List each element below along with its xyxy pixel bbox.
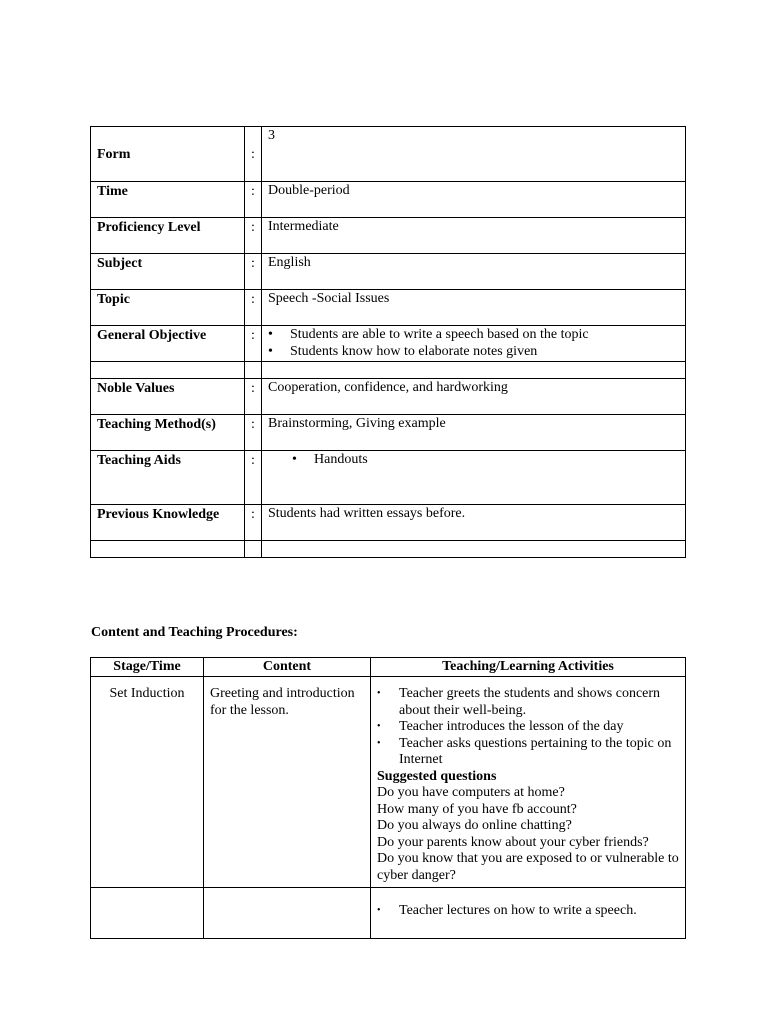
row-noble-values: [91, 379, 686, 415]
form-value: 3: [262, 127, 686, 182]
teaching-aids-colon: :: [245, 451, 262, 505]
stage-cell: Set Induction: [91, 677, 204, 888]
stage-cell: [91, 888, 204, 939]
teaching-aids-value: [262, 451, 686, 505]
topic-colon: :: [245, 290, 262, 326]
general-objective-value: [262, 326, 686, 362]
content-cell: Greeting and introduction for the lesson.: [204, 677, 371, 888]
question-line: How many of you have fb account?: [377, 801, 577, 817]
proficiency-value: Intermediate: [262, 218, 686, 254]
question-line: Do you always do online chatting?: [377, 818, 572, 833]
row-topic: [91, 290, 686, 326]
topic-value: Speech -Social Issues: [262, 290, 686, 326]
noble-values-value: Cooperation, confidence, and hardworking: [262, 379, 686, 415]
noble-values-colon: :: [245, 379, 262, 415]
general-objective-label: General Objective: [91, 326, 245, 362]
list-item: • Handouts: [292, 451, 685, 468]
row-form: [91, 127, 686, 182]
previous-knowledge-colon: :: [245, 505, 262, 541]
activities-list: [377, 686, 681, 769]
time-value: Double-period: [262, 182, 686, 218]
suggested-questions-title: Suggested questions: [377, 768, 497, 784]
table-header-row: [91, 658, 686, 677]
section-heading: Content and Teaching Procedures:: [91, 625, 298, 640]
time-label: Time: [91, 182, 245, 218]
question-line: Do your parents know about your cyber friends?: [377, 834, 649, 850]
teaching-methods-colon: :: [245, 415, 262, 451]
teaching-methods-value: Brainstorming, Giving example: [262, 415, 686, 451]
form-colon: :: [245, 127, 262, 182]
row-proficiency: [91, 218, 686, 254]
table-row: [91, 677, 686, 888]
procedures-table: [90, 657, 686, 939]
content-cell: [204, 888, 371, 939]
row-teaching-aids: [91, 451, 686, 505]
list-item: • Teacher greets the students and shows concern about their well-being.: [377, 686, 681, 719]
subject-value: English: [262, 254, 686, 290]
activities-cell: [371, 677, 686, 888]
row-time: [91, 182, 686, 218]
row-general-objective: [91, 326, 686, 362]
row-blank: [91, 541, 686, 558]
time-colon: :: [245, 182, 262, 218]
list-item: • Teacher lectures on how to write a speech.: [377, 903, 681, 920]
proficiency-colon: :: [245, 218, 262, 254]
noble-values-label: Noble Values: [91, 379, 245, 415]
row-teaching-methods: [91, 415, 686, 451]
general-objective-colon: :: [245, 326, 262, 362]
column-header-stage: Stage/Time: [91, 658, 204, 677]
list-item: • Teacher introduces the lesson of the day: [377, 719, 681, 736]
row-subject: [91, 254, 686, 290]
teaching-aids-label: Teaching Aids: [91, 451, 245, 505]
list-item: • Students are able to write a speech based on the topic: [268, 326, 685, 343]
column-header-activities: Teaching/Learning Activities: [371, 658, 686, 677]
question-line: Do you have computers at home?: [377, 785, 565, 800]
lesson-info-table: [90, 126, 686, 558]
row-previous-knowledge: [91, 505, 686, 541]
activities-list: [377, 903, 681, 920]
subject-colon: :: [245, 254, 262, 290]
teaching-methods-label: Teaching Method(s): [91, 415, 245, 451]
general-objective-list: [268, 326, 685, 360]
form-label: Form: [91, 127, 245, 182]
proficiency-label: Proficiency Level: [91, 218, 245, 254]
previous-knowledge-label: Previous Knowledge: [91, 505, 245, 541]
activities-cell: [371, 888, 686, 939]
previous-knowledge-value: Students had written essays before.: [262, 505, 686, 541]
subject-label: Subject: [91, 254, 245, 290]
question-line: Do you know that you are exposed to or vulnerable to cyber danger?: [377, 851, 679, 883]
teaching-aids-list: [268, 451, 685, 468]
row-blank: [91, 362, 686, 379]
topic-label: Topic: [91, 290, 245, 326]
column-header-content: Content: [204, 658, 371, 677]
list-item: • Students know how to elaborate notes given: [268, 343, 685, 360]
list-item: • Teacher asks questions pertaining to the topic on Internet: [377, 736, 681, 769]
table-row: [91, 888, 686, 939]
